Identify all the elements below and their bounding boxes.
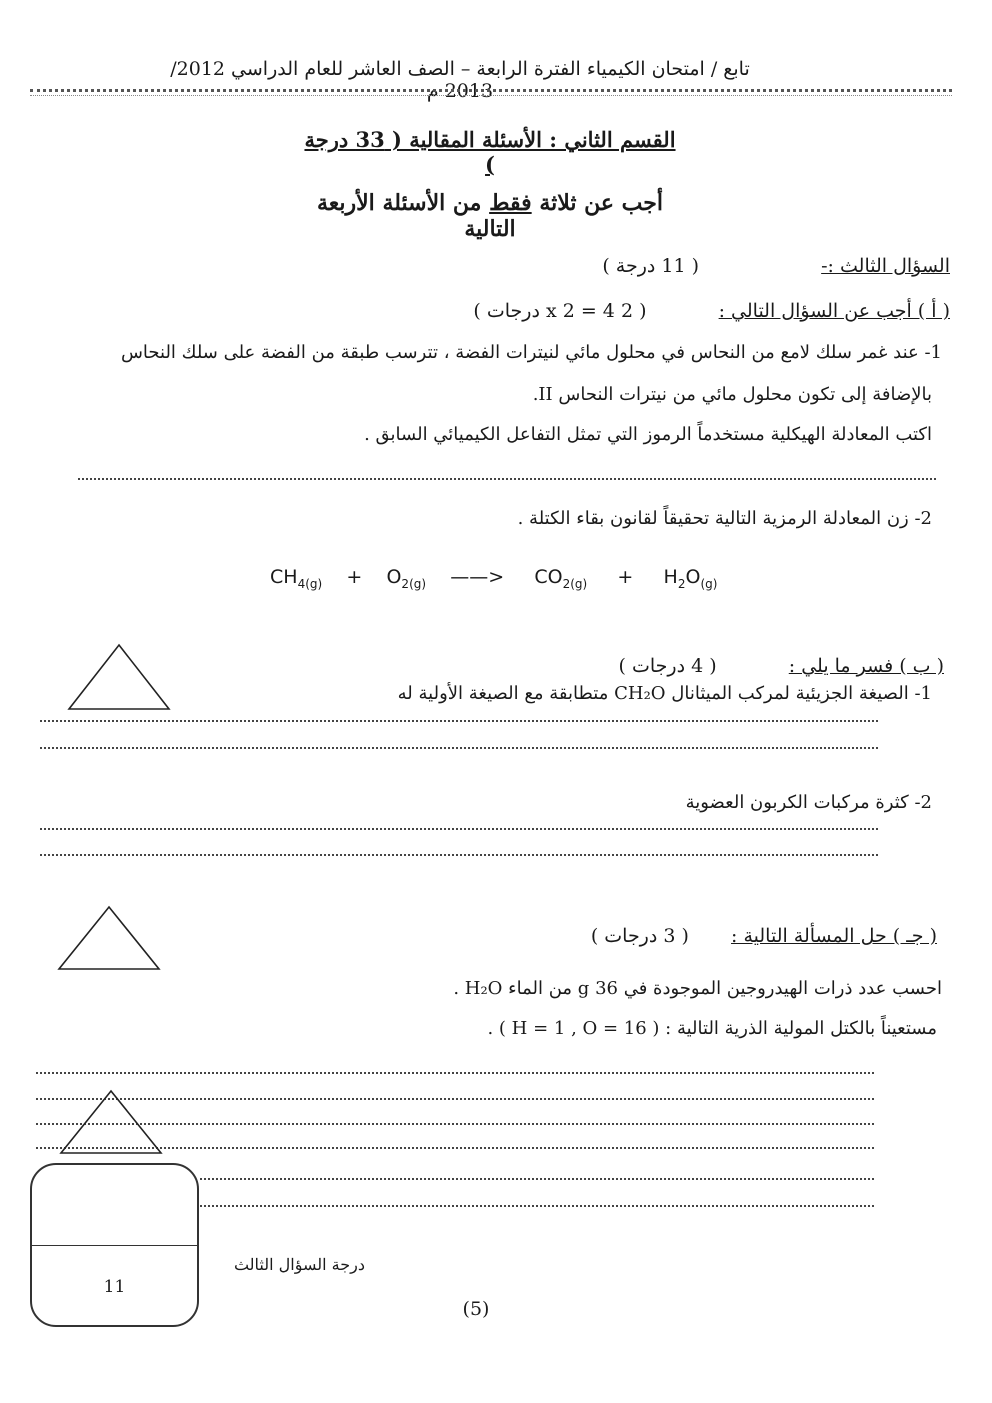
part-a-marks: ( 2 x 2 = 4 درجات ) (473, 300, 647, 322)
part-c-marks: ( 3 درجات ) (590, 925, 689, 947)
part-b-header (619, 655, 944, 677)
answer-line[interactable] (200, 1178, 874, 1180)
score-label: درجة السؤال الثالث (233, 1255, 365, 1274)
answer-line[interactable] (36, 1072, 874, 1074)
reaction-arrow: ——> (450, 566, 505, 588)
question-3-marks: ( 11 درجة ) (602, 255, 700, 277)
part-a-item2: 2- زن المعادلة الرمزية التالية تحقيقاً لقانون بقاء الكتلة . (517, 508, 932, 529)
exam-header: تابع / امتحان الكيمياء الفترة الرابعة – الصف العاشر للعام الدراسي 2012/ 2013 م (170, 58, 750, 102)
part-c-label: ( جـ ) حل المسألة التالية : (731, 925, 937, 947)
plus-sign: + (346, 566, 363, 588)
score-divider (32, 1245, 197, 1246)
part-b-marks: ( 4 درجات ) (618, 655, 717, 677)
score-total: 11 (103, 1277, 126, 1297)
reactant-o2: $O_{2(g)}$ (386, 566, 427, 591)
product-h2o: $H_2O_{(g)}$ (663, 566, 718, 591)
part-c-header (591, 925, 937, 947)
part-a-item1-line3: اكتب المعادلة الهيكلية مستخدماً الرموز التي تمثل التفاعل الكيميائي السابق . (364, 424, 932, 445)
part-a-item1-line2: بالإضافة إلى تكون محلول مائي من نيترات النحاس II. (532, 384, 932, 405)
answer-line[interactable] (40, 747, 878, 749)
answer-line[interactable] (40, 720, 878, 722)
reactant-ch4: $CH_{4(g)}$ (270, 566, 323, 591)
score-box (30, 1163, 199, 1327)
part-b-item2: 2- كثرة مركبات الكربون العضوية (685, 792, 932, 813)
answer-line[interactable] (78, 478, 936, 480)
page-number: (5) (462, 1298, 490, 1320)
chemical-equation (270, 566, 718, 591)
part-a-header (473, 300, 950, 322)
triangle-icon (58, 1088, 164, 1156)
part-a-item1-line1: 1- عند غمر سلك لامع من النحاس في محلول مائي لنيترات الفضة ، تترسب طبقة من الفضة على سلك النحاس (120, 342, 942, 363)
header-divider (30, 89, 952, 92)
part-b-label: ( ب ) فسر ما يلي : (788, 655, 944, 677)
part-c-line1: احسب عدد ذرات الهيدروجين الموجودة في 36 g من الماء H₂O . (453, 978, 942, 999)
answer-line[interactable] (40, 854, 878, 856)
triangle-icon (56, 904, 162, 972)
triangle-icon (66, 642, 172, 712)
answer-line[interactable] (200, 1205, 874, 1207)
question-3-title (602, 255, 950, 277)
part-b-item1: 1- الصيغة الجزيئية لمركب الميثانال CH₂O متطابقة مع الصيغة الأولية له (397, 683, 932, 704)
answer-line[interactable] (40, 828, 878, 830)
part-a-label: ( أ ) أجب عن السؤال التالي : (718, 300, 950, 322)
header-divider-thin (30, 95, 952, 96)
part-c-line2: مستعيناً بالكتل المولية الذرية التالية : ( H = 1 , O = 16 ) . (487, 1018, 937, 1039)
product-co2: $CO_{2(g)}$ (534, 566, 588, 591)
question-3-label: السؤال الثالث :- (821, 255, 950, 277)
plus-sign: + (617, 566, 634, 588)
instruction: أجب عن ثلاثة فقط من الأسئلة الأربعة التالية (316, 190, 663, 242)
section-title: القسم الثاني : الأسئلة المقالية ( 33 درجة ) (304, 127, 676, 177)
